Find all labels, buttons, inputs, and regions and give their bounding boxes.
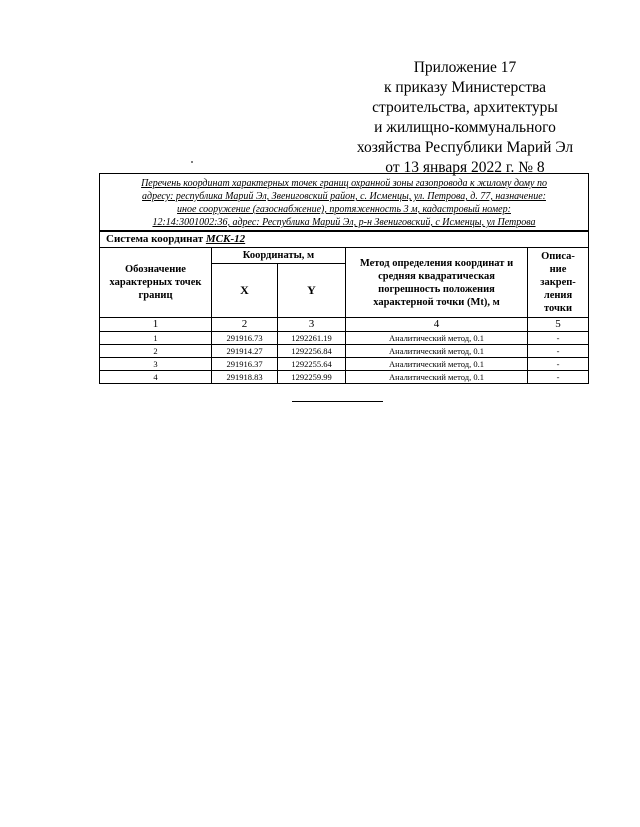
header-line: Описа-	[541, 251, 575, 262]
table-row	[100, 332, 589, 345]
method-cell: Аналитический метод, 0.1	[346, 371, 528, 384]
appendix-line: и жилищно-коммунального	[374, 119, 556, 136]
column-number: 2	[212, 318, 278, 332]
x-cell: 291918.83	[212, 371, 278, 384]
point-cell: 3	[100, 358, 212, 371]
closing-rule	[292, 401, 383, 402]
caption-line: 12:14:3001002:36, адрес: Республика Марий Эл, р-н Звениговский, с Исменцы, ул Петрова	[152, 217, 536, 228]
point-cell: 4	[100, 371, 212, 384]
appendix-line: строительства, архитектуры	[372, 99, 558, 116]
appendix-header	[340, 58, 590, 178]
coordinate-system-row	[100, 231, 589, 248]
header-coordinates: Координаты, м	[212, 248, 346, 264]
point-cell: 1	[100, 332, 212, 345]
header-line: ления	[543, 290, 573, 301]
method-cell: Аналитический метод, 0.1	[346, 358, 528, 371]
coordinate-system-name: МСК-12	[205, 233, 246, 245]
appendix-line: от 13 января 2022 г. № 8	[385, 159, 545, 176]
scan-speck	[191, 161, 193, 163]
y-cell: 1292259.99	[278, 371, 346, 384]
table-row	[100, 345, 589, 358]
coordinate-system-label: Система координат	[106, 233, 204, 245]
header-x: X	[212, 263, 278, 317]
header-line: закреп-	[540, 277, 576, 288]
x-cell: 291916.37	[212, 358, 278, 371]
header-line: Обозначение	[125, 264, 186, 275]
y-cell: 1292261.19	[278, 332, 346, 345]
header-line: характерной точки (Mt), м	[373, 296, 500, 308]
caption-line: иное сооружение (газоснабжение), протяженность 3 м, кадастровый номер:	[177, 204, 511, 215]
header-method	[346, 248, 528, 318]
table-row	[100, 358, 589, 371]
appendix-line: к приказу Министерства	[384, 79, 546, 96]
method-cell: Аналитический метод, 0.1	[346, 345, 528, 358]
column-number: 5	[528, 318, 589, 332]
header-description	[528, 248, 589, 318]
table-row	[100, 371, 589, 384]
point-cell: 2	[100, 345, 212, 358]
header-line: Метод определения координат и	[359, 257, 514, 269]
caption-line: адресу: республика Марий Эл, Звениговский район, с. Исменцы, ул. Петрова, д. 77, назначение:	[142, 191, 546, 202]
header-line: границ	[138, 290, 173, 301]
y-cell: 1292255.64	[278, 358, 346, 371]
table-caption	[100, 174, 589, 232]
column-number: 1	[100, 318, 212, 332]
coordinates-table	[99, 173, 589, 384]
appendix-line: Приложение 17	[413, 59, 517, 76]
caption-line: Перечень координат характерных точек границ охранной зоны газопровода к жилому дому по	[141, 178, 547, 189]
column-number: 4	[346, 318, 528, 332]
x-cell: 291914.27	[212, 345, 278, 358]
description-cell: -	[528, 345, 589, 358]
header-line: точки	[543, 303, 573, 314]
description-cell: -	[528, 358, 589, 371]
header-y: Y	[278, 263, 346, 317]
description-cell: -	[528, 332, 589, 345]
column-number: 3	[278, 318, 346, 332]
header-point	[100, 248, 212, 318]
y-cell: 1292256.84	[278, 345, 346, 358]
appendix-line: хозяйства Республики Марий Эл	[356, 139, 574, 156]
header-line: ние	[549, 264, 567, 275]
header-line: средняя квадратическая	[378, 270, 495, 282]
method-cell: Аналитический метод, 0.1	[346, 332, 528, 345]
column-number-row	[100, 318, 589, 332]
x-cell: 291916.73	[212, 332, 278, 345]
description-cell: -	[528, 371, 589, 384]
header-line: характерных точек	[109, 277, 202, 288]
header-line: погрешность положения	[378, 283, 495, 295]
